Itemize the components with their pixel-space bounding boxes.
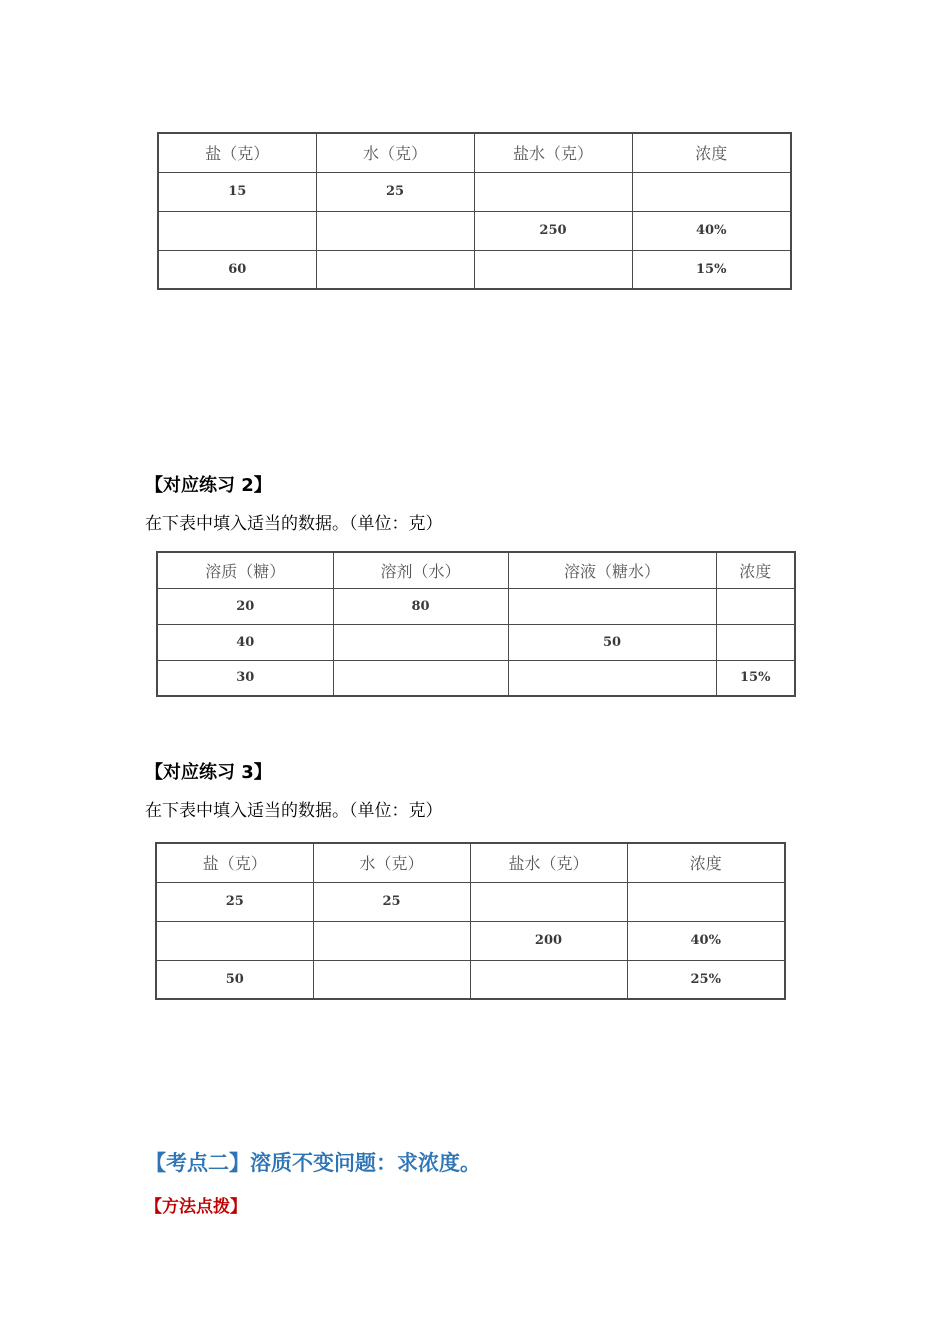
table-cell: 25: [313, 882, 470, 921]
table-cell: 20: [157, 588, 333, 624]
header-cell: 盐（克）: [156, 843, 313, 882]
header-cell: 溶剂（水）: [333, 552, 508, 588]
exercise-2-title: 【对应练习 2】: [145, 475, 272, 496]
table-cell: [508, 660, 716, 696]
table-cell: [632, 172, 791, 211]
table-cell: 50: [508, 624, 716, 660]
table-cell: [470, 882, 627, 921]
table-cell: [470, 960, 627, 999]
header-cell: 浓度: [627, 843, 785, 882]
table-cell: 15: [158, 172, 316, 211]
header-cell: 盐水（克）: [474, 133, 632, 172]
table-cell: 25: [156, 882, 313, 921]
exercise-3-instruction: 在下表中填入适当的数据。（单位：克）: [145, 801, 443, 821]
table-3: [155, 842, 786, 1000]
table-cell: 25: [316, 172, 474, 211]
header-cell: 水（克）: [316, 133, 474, 172]
exercise-2-instruction: 在下表中填入适当的数据。（单位：克）: [145, 514, 443, 534]
table-cell: 40%: [632, 211, 791, 250]
table-cell: [474, 250, 632, 289]
table-cell: [716, 588, 795, 624]
table-cell: [333, 624, 508, 660]
table-cell: [333, 660, 508, 696]
table-cell: [158, 211, 316, 250]
table-cell: 200: [470, 921, 627, 960]
table-cell: 15%: [632, 250, 791, 289]
table-cell: [316, 250, 474, 289]
table-cell: 250: [474, 211, 632, 250]
header-cell: 浓度: [716, 552, 795, 588]
table-cell: [508, 588, 716, 624]
header-cell: 溶质（糖）: [157, 552, 333, 588]
section-title: 【考点二】溶质不变问题：求浓度。: [145, 1151, 481, 1175]
table-cell: 80: [333, 588, 508, 624]
header-cell: 盐水（克）: [470, 843, 627, 882]
header-cell: 盐（克）: [158, 133, 316, 172]
table-2: [156, 551, 796, 697]
table-cell: [156, 921, 313, 960]
table-cell: 40%: [627, 921, 785, 960]
table-cell: 25%: [627, 960, 785, 999]
table-1: [157, 132, 792, 290]
header-cell: 水（克）: [313, 843, 470, 882]
header-cell: 溶液（糖水）: [508, 552, 716, 588]
exercise-3-title: 【对应练习 3】: [145, 762, 272, 783]
table-cell: [313, 921, 470, 960]
table-cell: [316, 211, 474, 250]
table-cell: [716, 624, 795, 660]
table-cell: 50: [156, 960, 313, 999]
table-cell: [627, 882, 785, 921]
table-cell: [474, 172, 632, 211]
header-cell: 浓度: [632, 133, 791, 172]
table-cell: 30: [157, 660, 333, 696]
table-cell: 40: [157, 624, 333, 660]
method-heading: 【方法点拨】: [145, 1197, 247, 1217]
table-cell: 60: [158, 250, 316, 289]
table-cell: [313, 960, 470, 999]
table-cell: 15%: [716, 660, 795, 696]
